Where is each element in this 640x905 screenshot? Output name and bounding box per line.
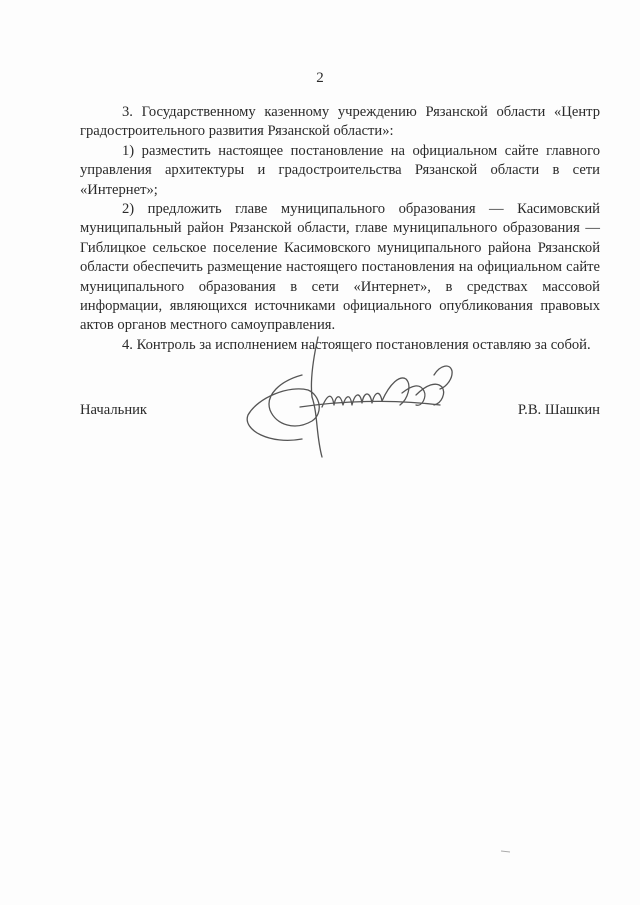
signer-name: Р.В. Шашкин [517,402,600,418]
paragraph-subitem-1: 1) разместить настоящее постановление на официальном сайте главного управления архитектуры и градостроительства Рязанской области в сети «Интернет»; [80,142,600,198]
paragraph-item-4: 4. Контроль за исполнением настоящего постановления оставляю за собой. [122,336,591,353]
signer-title: Начальник [80,402,148,418]
paragraph-subitem-2: 2) предложить главе муниципального образования — Касимовский муниципальный район Рязанской области, главе муниципального образования — Гиблицкое сельское поселение Касимовского муниципального района Рязанской области обеспечить размещение настоящего постановления на официальном сайте муниципального образования в сети «Интернет», в средствах массовой информации, являющихся источниками официального опубликования правовых актов органов местного самоуправления. [80,201,600,334]
paragraph-item-3: 3. Государственному казенному учреждению Рязанской области «Центр градостроительного развития Рязанской области»: [80,104,600,140]
signature-block [80,400,600,470]
scan-speck [500,848,512,854]
document-body [80,103,600,355]
page-number: 2 [316,70,324,86]
